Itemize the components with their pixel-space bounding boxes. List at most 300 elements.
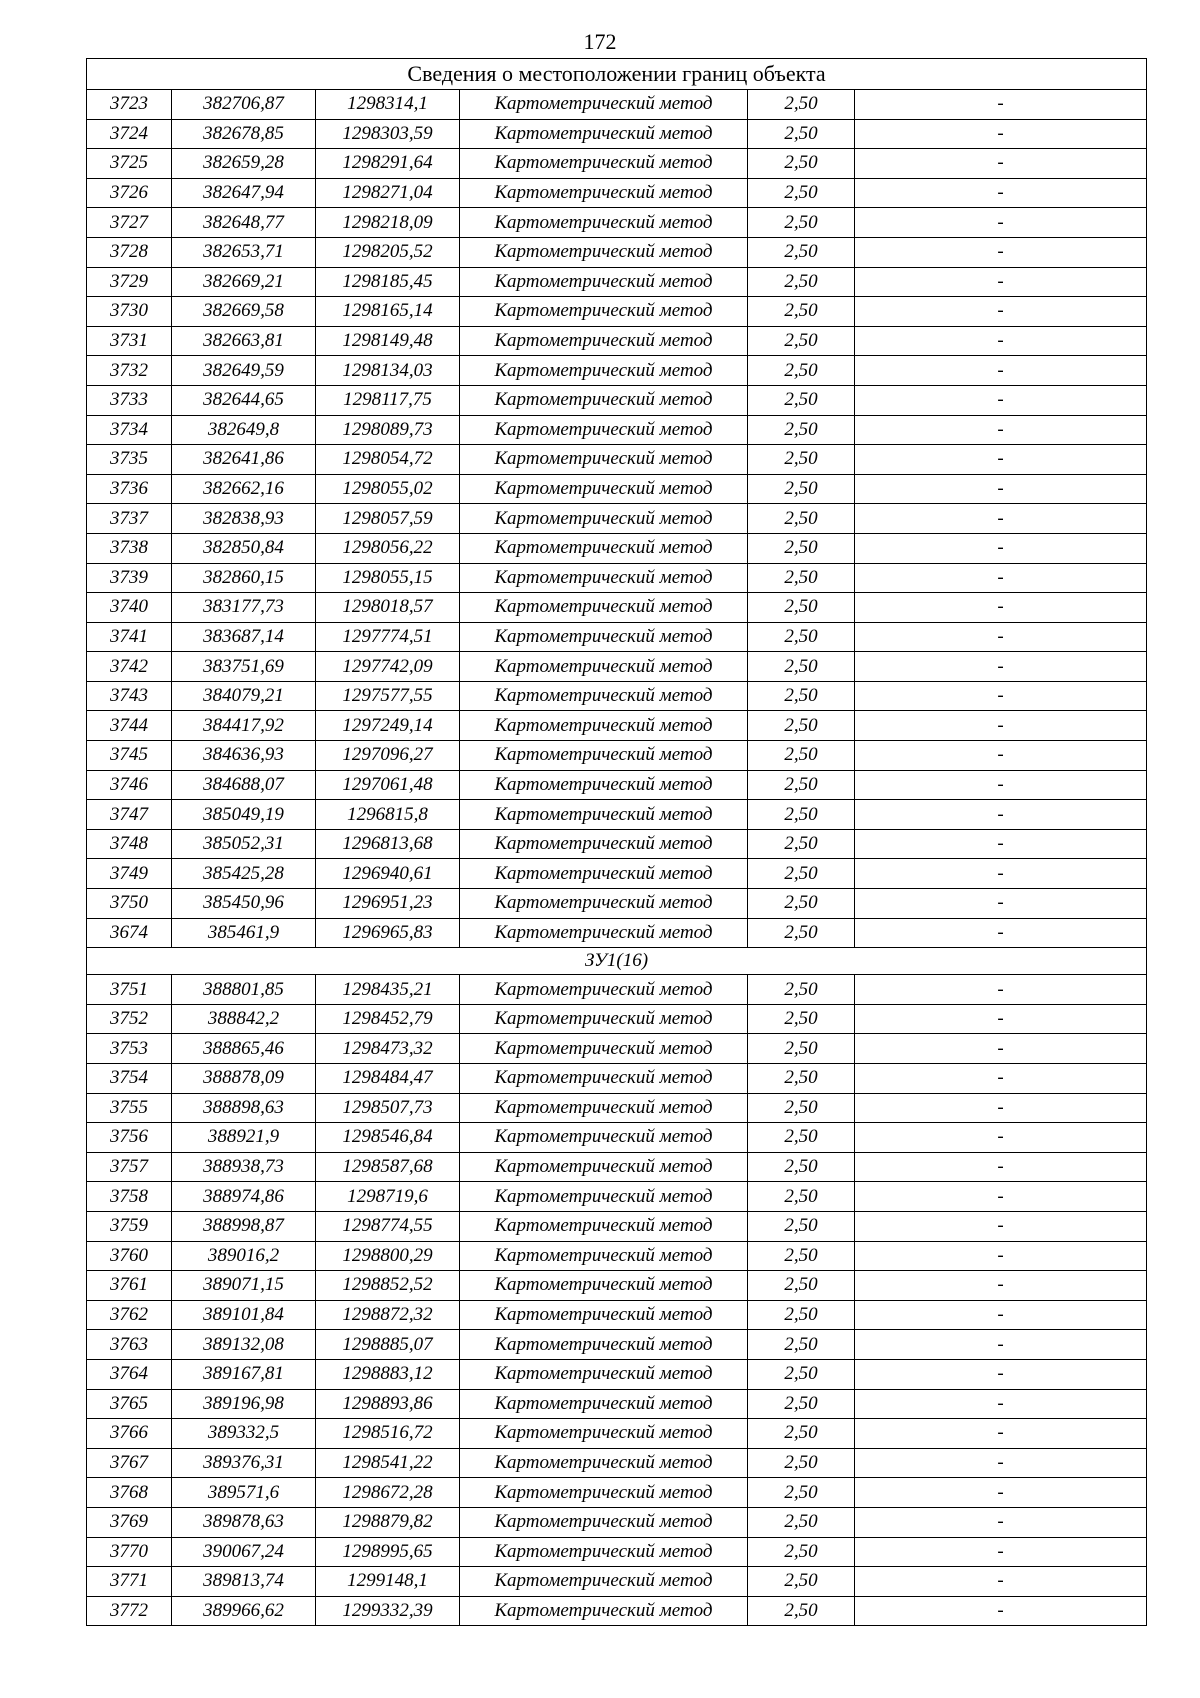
- point-number-cell: 3738: [87, 533, 172, 563]
- x-coordinate-cell: 385450,96: [172, 889, 316, 919]
- table-row: [87, 1211, 1147, 1241]
- description-cell: -: [855, 267, 1147, 297]
- accuracy-cell: 2,50: [748, 1241, 855, 1271]
- table-row: [87, 504, 1147, 534]
- accuracy-cell: 2,50: [748, 563, 855, 593]
- x-coordinate-cell: 388938,73: [172, 1152, 316, 1182]
- table-row: [87, 1034, 1147, 1064]
- y-coordinate-cell: 1298165,14: [316, 297, 460, 327]
- method-cell: Картометрический метод: [460, 1152, 748, 1182]
- y-coordinate-cell: 1298134,03: [316, 356, 460, 386]
- description-cell: -: [855, 1211, 1147, 1241]
- accuracy-cell: 2,50: [748, 1300, 855, 1330]
- x-coordinate-cell: 382669,21: [172, 267, 316, 297]
- table-row: [87, 1596, 1147, 1626]
- table-row: [87, 622, 1147, 652]
- table-row: [87, 652, 1147, 682]
- method-cell: Картометрический метод: [460, 975, 748, 1005]
- y-coordinate-cell: 1298672,28: [316, 1478, 460, 1508]
- table-row: [87, 149, 1147, 179]
- table-title-row: [87, 59, 1147, 90]
- accuracy-cell: 2,50: [748, 770, 855, 800]
- method-cell: Картометрический метод: [460, 267, 748, 297]
- accuracy-cell: 2,50: [748, 1567, 855, 1597]
- y-coordinate-cell: 1298435,21: [316, 975, 460, 1005]
- x-coordinate-cell: 382649,8: [172, 415, 316, 445]
- method-cell: Картометрический метод: [460, 1093, 748, 1123]
- table-row: [87, 208, 1147, 238]
- point-number-cell: 3765: [87, 1389, 172, 1419]
- section-row: [87, 948, 1147, 975]
- x-coordinate-cell: 388801,85: [172, 975, 316, 1005]
- point-number-cell: 3725: [87, 149, 172, 179]
- x-coordinate-cell: 382669,58: [172, 297, 316, 327]
- method-cell: Картометрический метод: [460, 1389, 748, 1419]
- y-coordinate-cell: 1298149,48: [316, 326, 460, 356]
- accuracy-cell: 2,50: [748, 800, 855, 830]
- point-number-cell: 3763: [87, 1330, 172, 1360]
- y-coordinate-cell: 1298516,72: [316, 1419, 460, 1449]
- x-coordinate-cell: 384636,93: [172, 741, 316, 771]
- method-cell: Картометрический метод: [460, 563, 748, 593]
- accuracy-cell: 2,50: [748, 1271, 855, 1301]
- description-cell: -: [855, 711, 1147, 741]
- x-coordinate-cell: 389016,2: [172, 1241, 316, 1271]
- description-cell: -: [855, 415, 1147, 445]
- table-row: [87, 1123, 1147, 1153]
- description-cell: -: [855, 1507, 1147, 1537]
- table-row: [87, 90, 1147, 120]
- accuracy-cell: 2,50: [748, 178, 855, 208]
- table-row: [87, 1537, 1147, 1567]
- y-coordinate-cell: 1298484,47: [316, 1064, 460, 1094]
- y-coordinate-cell: 1296951,23: [316, 889, 460, 919]
- y-coordinate-cell: 1299148,1: [316, 1567, 460, 1597]
- x-coordinate-cell: 382662,16: [172, 474, 316, 504]
- point-number-cell: 3731: [87, 326, 172, 356]
- accuracy-cell: 2,50: [748, 1419, 855, 1449]
- method-cell: Картометрический метод: [460, 593, 748, 623]
- accuracy-cell: 2,50: [748, 1389, 855, 1419]
- accuracy-cell: 2,50: [748, 681, 855, 711]
- y-coordinate-cell: 1298719,6: [316, 1182, 460, 1212]
- table-row: [87, 1093, 1147, 1123]
- method-cell: Картометрический метод: [460, 1507, 748, 1537]
- description-cell: -: [855, 297, 1147, 327]
- method-cell: Картометрический метод: [460, 1419, 748, 1449]
- point-number-cell: 3759: [87, 1211, 172, 1241]
- point-number-cell: 3737: [87, 504, 172, 534]
- table-row: [87, 1567, 1147, 1597]
- x-coordinate-cell: 382838,93: [172, 504, 316, 534]
- y-coordinate-cell: 1298057,59: [316, 504, 460, 534]
- x-coordinate-cell: 389376,31: [172, 1448, 316, 1478]
- description-cell: -: [855, 1241, 1147, 1271]
- accuracy-cell: 2,50: [748, 829, 855, 859]
- description-cell: -: [855, 504, 1147, 534]
- y-coordinate-cell: 1297577,55: [316, 681, 460, 711]
- x-coordinate-cell: 382649,59: [172, 356, 316, 386]
- accuracy-cell: 2,50: [748, 1507, 855, 1537]
- method-cell: Картометрический метод: [460, 622, 748, 652]
- description-cell: -: [855, 1359, 1147, 1389]
- method-cell: Картометрический метод: [460, 1034, 748, 1064]
- y-coordinate-cell: 1299332,39: [316, 1596, 460, 1626]
- x-coordinate-cell: 384688,07: [172, 770, 316, 800]
- method-cell: Картометрический метод: [460, 859, 748, 889]
- method-cell: Картометрический метод: [460, 1064, 748, 1094]
- y-coordinate-cell: 1298055,02: [316, 474, 460, 504]
- x-coordinate-cell: 388898,63: [172, 1093, 316, 1123]
- description-cell: -: [855, 533, 1147, 563]
- y-coordinate-cell: 1298541,22: [316, 1448, 460, 1478]
- method-cell: Картометрический метод: [460, 119, 748, 149]
- table-row: [87, 741, 1147, 771]
- description-cell: -: [855, 1448, 1147, 1478]
- x-coordinate-cell: 382860,15: [172, 563, 316, 593]
- accuracy-cell: 2,50: [748, 889, 855, 919]
- description-cell: -: [855, 356, 1147, 386]
- method-cell: Картометрический метод: [460, 1596, 748, 1626]
- description-cell: -: [855, 1389, 1147, 1419]
- accuracy-cell: 2,50: [748, 415, 855, 445]
- method-cell: Картометрический метод: [460, 889, 748, 919]
- boundary-coordinates-table: [86, 58, 1147, 1626]
- method-cell: Картометрический метод: [460, 1123, 748, 1153]
- method-cell: Картометрический метод: [460, 237, 748, 267]
- description-cell: -: [855, 1004, 1147, 1034]
- y-coordinate-cell: 1297742,09: [316, 652, 460, 682]
- accuracy-cell: 2,50: [748, 1448, 855, 1478]
- accuracy-cell: 2,50: [748, 326, 855, 356]
- point-number-cell: 3726: [87, 178, 172, 208]
- y-coordinate-cell: 1298587,68: [316, 1152, 460, 1182]
- table-row: [87, 593, 1147, 623]
- table-row: [87, 297, 1147, 327]
- accuracy-cell: 2,50: [748, 90, 855, 120]
- accuracy-cell: 2,50: [748, 1359, 855, 1389]
- point-number-cell: 3751: [87, 975, 172, 1005]
- method-cell: Картометрический метод: [460, 1241, 748, 1271]
- x-coordinate-cell: 382659,28: [172, 149, 316, 179]
- x-coordinate-cell: 384417,92: [172, 711, 316, 741]
- point-number-cell: 3735: [87, 445, 172, 475]
- accuracy-cell: 2,50: [748, 474, 855, 504]
- description-cell: -: [855, 652, 1147, 682]
- y-coordinate-cell: 1298883,12: [316, 1359, 460, 1389]
- description-cell: -: [855, 326, 1147, 356]
- accuracy-cell: 2,50: [748, 1330, 855, 1360]
- y-coordinate-cell: 1298303,59: [316, 119, 460, 149]
- accuracy-cell: 2,50: [748, 504, 855, 534]
- accuracy-cell: 2,50: [748, 533, 855, 563]
- description-cell: -: [855, 445, 1147, 475]
- accuracy-cell: 2,50: [748, 1123, 855, 1153]
- table-row: [87, 1241, 1147, 1271]
- x-coordinate-cell: 382641,86: [172, 445, 316, 475]
- description-cell: -: [855, 1182, 1147, 1212]
- y-coordinate-cell: 1297249,14: [316, 711, 460, 741]
- point-number-cell: 3756: [87, 1123, 172, 1153]
- point-number-cell: 3771: [87, 1567, 172, 1597]
- table-row: [87, 770, 1147, 800]
- description-cell: -: [855, 1034, 1147, 1064]
- accuracy-cell: 2,50: [748, 208, 855, 238]
- description-cell: -: [855, 1596, 1147, 1626]
- x-coordinate-cell: 389813,74: [172, 1567, 316, 1597]
- accuracy-cell: 2,50: [748, 918, 855, 948]
- page-number: 172: [583, 29, 617, 54]
- x-coordinate-cell: 384079,21: [172, 681, 316, 711]
- method-cell: Картометрический метод: [460, 504, 748, 534]
- point-number-cell: 3757: [87, 1152, 172, 1182]
- table-row: [87, 267, 1147, 297]
- point-number-cell: 3727: [87, 208, 172, 238]
- description-cell: -: [855, 1300, 1147, 1330]
- table-row: [87, 1004, 1147, 1034]
- y-coordinate-cell: 1296813,68: [316, 829, 460, 859]
- method-cell: Картометрический метод: [460, 149, 748, 179]
- table-row: [87, 1300, 1147, 1330]
- point-number-cell: 3764: [87, 1359, 172, 1389]
- description-cell: -: [855, 90, 1147, 120]
- table-row: [87, 178, 1147, 208]
- y-coordinate-cell: 1296965,83: [316, 918, 460, 948]
- x-coordinate-cell: 388878,09: [172, 1064, 316, 1094]
- description-cell: -: [855, 741, 1147, 771]
- point-number-cell: 3736: [87, 474, 172, 504]
- x-coordinate-cell: 382647,94: [172, 178, 316, 208]
- description-cell: -: [855, 593, 1147, 623]
- point-number-cell: 3761: [87, 1271, 172, 1301]
- accuracy-cell: 2,50: [748, 975, 855, 1005]
- table-row: [87, 533, 1147, 563]
- accuracy-cell: 2,50: [748, 1093, 855, 1123]
- point-number-cell: 3758: [87, 1182, 172, 1212]
- description-cell: -: [855, 474, 1147, 504]
- point-number-cell: 3762: [87, 1300, 172, 1330]
- accuracy-cell: 2,50: [748, 622, 855, 652]
- accuracy-cell: 2,50: [748, 1537, 855, 1567]
- description-cell: -: [855, 178, 1147, 208]
- y-coordinate-cell: 1298852,52: [316, 1271, 460, 1301]
- y-coordinate-cell: 1298546,84: [316, 1123, 460, 1153]
- method-cell: Картометрический метод: [460, 533, 748, 563]
- accuracy-cell: 2,50: [748, 119, 855, 149]
- table-row: [87, 1182, 1147, 1212]
- method-cell: Картометрический метод: [460, 681, 748, 711]
- accuracy-cell: 2,50: [748, 741, 855, 771]
- accuracy-cell: 2,50: [748, 385, 855, 415]
- x-coordinate-cell: 383751,69: [172, 652, 316, 682]
- point-number-cell: 3741: [87, 622, 172, 652]
- y-coordinate-cell: 1297061,48: [316, 770, 460, 800]
- point-number-cell: 3746: [87, 770, 172, 800]
- point-number-cell: 3750: [87, 889, 172, 919]
- y-coordinate-cell: 1298117,75: [316, 385, 460, 415]
- point-number-cell: 3743: [87, 681, 172, 711]
- table-row: [87, 1507, 1147, 1537]
- method-cell: Картометрический метод: [460, 297, 748, 327]
- point-number-cell: 3753: [87, 1034, 172, 1064]
- table-row: [87, 415, 1147, 445]
- x-coordinate-cell: 390067,24: [172, 1537, 316, 1567]
- x-coordinate-cell: 383687,14: [172, 622, 316, 652]
- table-row: [87, 385, 1147, 415]
- accuracy-cell: 2,50: [748, 356, 855, 386]
- x-coordinate-cell: 388974,86: [172, 1182, 316, 1212]
- accuracy-cell: 2,50: [748, 237, 855, 267]
- accuracy-cell: 2,50: [748, 297, 855, 327]
- description-cell: -: [855, 1093, 1147, 1123]
- y-coordinate-cell: 1298885,07: [316, 1330, 460, 1360]
- table-row: [87, 474, 1147, 504]
- table-row: [87, 918, 1147, 948]
- table-row: [87, 1271, 1147, 1301]
- x-coordinate-cell: 389132,08: [172, 1330, 316, 1360]
- point-number-cell: 3770: [87, 1537, 172, 1567]
- point-number-cell: 3749: [87, 859, 172, 889]
- table-row: [87, 829, 1147, 859]
- point-number-cell: 3740: [87, 593, 172, 623]
- table-row: [87, 711, 1147, 741]
- table-title: Сведения о местоположении границ объекта: [87, 59, 1147, 90]
- point-number-cell: 3760: [87, 1241, 172, 1271]
- accuracy-cell: 2,50: [748, 1152, 855, 1182]
- description-cell: -: [855, 975, 1147, 1005]
- x-coordinate-cell: 382653,71: [172, 237, 316, 267]
- accuracy-cell: 2,50: [748, 593, 855, 623]
- description-cell: -: [855, 563, 1147, 593]
- accuracy-cell: 2,50: [748, 1182, 855, 1212]
- x-coordinate-cell: 382663,81: [172, 326, 316, 356]
- x-coordinate-cell: 389196,98: [172, 1389, 316, 1419]
- point-number-cell: 3742: [87, 652, 172, 682]
- accuracy-cell: 2,50: [748, 711, 855, 741]
- description-cell: -: [855, 208, 1147, 238]
- x-coordinate-cell: 388921,9: [172, 1123, 316, 1153]
- method-cell: Картометрический метод: [460, 711, 748, 741]
- description-cell: -: [855, 829, 1147, 859]
- y-coordinate-cell: 1298774,55: [316, 1211, 460, 1241]
- description-cell: -: [855, 770, 1147, 800]
- point-number-cell: 3674: [87, 918, 172, 948]
- x-coordinate-cell: 382850,84: [172, 533, 316, 563]
- description-cell: -: [855, 859, 1147, 889]
- method-cell: Картометрический метод: [460, 178, 748, 208]
- point-number-cell: 3754: [87, 1064, 172, 1094]
- x-coordinate-cell: 382678,85: [172, 119, 316, 149]
- table-row: [87, 1419, 1147, 1449]
- description-cell: -: [855, 1330, 1147, 1360]
- description-cell: -: [855, 622, 1147, 652]
- description-cell: -: [855, 385, 1147, 415]
- point-number-cell: 3744: [87, 711, 172, 741]
- x-coordinate-cell: 382648,77: [172, 208, 316, 238]
- y-coordinate-cell: 1298205,52: [316, 237, 460, 267]
- y-coordinate-cell: 1298089,73: [316, 415, 460, 445]
- y-coordinate-cell: 1298452,79: [316, 1004, 460, 1034]
- x-coordinate-cell: 389101,84: [172, 1300, 316, 1330]
- method-cell: Картометрический метод: [460, 1330, 748, 1360]
- x-coordinate-cell: 389167,81: [172, 1359, 316, 1389]
- description-cell: -: [855, 119, 1147, 149]
- x-coordinate-cell: 388842,2: [172, 1004, 316, 1034]
- table-row: [87, 1389, 1147, 1419]
- y-coordinate-cell: 1298893,86: [316, 1389, 460, 1419]
- point-number-cell: 3732: [87, 356, 172, 386]
- y-coordinate-cell: 1298800,29: [316, 1241, 460, 1271]
- y-coordinate-cell: 1298056,22: [316, 533, 460, 563]
- description-cell: -: [855, 1271, 1147, 1301]
- x-coordinate-cell: 388998,87: [172, 1211, 316, 1241]
- point-number-cell: 3729: [87, 267, 172, 297]
- accuracy-cell: 2,50: [748, 1596, 855, 1626]
- point-number-cell: 3724: [87, 119, 172, 149]
- method-cell: Картометрический метод: [460, 829, 748, 859]
- point-number-cell: 3755: [87, 1093, 172, 1123]
- x-coordinate-cell: 388865,46: [172, 1034, 316, 1064]
- y-coordinate-cell: 1297774,51: [316, 622, 460, 652]
- description-cell: -: [855, 1152, 1147, 1182]
- y-coordinate-cell: 1298507,73: [316, 1093, 460, 1123]
- point-number-cell: 3723: [87, 90, 172, 120]
- method-cell: Картометрический метод: [460, 356, 748, 386]
- point-number-cell: 3752: [87, 1004, 172, 1034]
- y-coordinate-cell: 1298473,32: [316, 1034, 460, 1064]
- table-row: [87, 1330, 1147, 1360]
- method-cell: Картометрический метод: [460, 474, 748, 504]
- table-row: [87, 326, 1147, 356]
- x-coordinate-cell: 385425,28: [172, 859, 316, 889]
- table-row: [87, 859, 1147, 889]
- y-coordinate-cell: 1298879,82: [316, 1507, 460, 1537]
- point-number-cell: 3733: [87, 385, 172, 415]
- method-cell: Картометрический метод: [460, 1182, 748, 1212]
- point-number-cell: 3739: [87, 563, 172, 593]
- method-cell: Картометрический метод: [460, 326, 748, 356]
- method-cell: Картометрический метод: [460, 1211, 748, 1241]
- y-coordinate-cell: 1298995,65: [316, 1537, 460, 1567]
- y-coordinate-cell: 1298314,1: [316, 90, 460, 120]
- method-cell: Картометрический метод: [460, 918, 748, 948]
- description-cell: -: [855, 237, 1147, 267]
- point-number-cell: 3772: [87, 1596, 172, 1626]
- table-row: [87, 800, 1147, 830]
- x-coordinate-cell: 383177,73: [172, 593, 316, 623]
- accuracy-cell: 2,50: [748, 1064, 855, 1094]
- method-cell: Картометрический метод: [460, 652, 748, 682]
- accuracy-cell: 2,50: [748, 1004, 855, 1034]
- point-number-cell: 3768: [87, 1478, 172, 1508]
- method-cell: Картометрический метод: [460, 1359, 748, 1389]
- table-row: [87, 1359, 1147, 1389]
- accuracy-cell: 2,50: [748, 859, 855, 889]
- table-row: [87, 237, 1147, 267]
- table-row: [87, 119, 1147, 149]
- x-coordinate-cell: 382644,65: [172, 385, 316, 415]
- table-row: [87, 1448, 1147, 1478]
- point-number-cell: 3769: [87, 1507, 172, 1537]
- method-cell: Картометрический метод: [460, 770, 748, 800]
- x-coordinate-cell: 385052,31: [172, 829, 316, 859]
- description-cell: -: [855, 149, 1147, 179]
- method-cell: Картометрический метод: [460, 741, 748, 771]
- y-coordinate-cell: 1298185,45: [316, 267, 460, 297]
- accuracy-cell: 2,50: [748, 1034, 855, 1064]
- y-coordinate-cell: 1296940,61: [316, 859, 460, 889]
- y-coordinate-cell: 1298291,64: [316, 149, 460, 179]
